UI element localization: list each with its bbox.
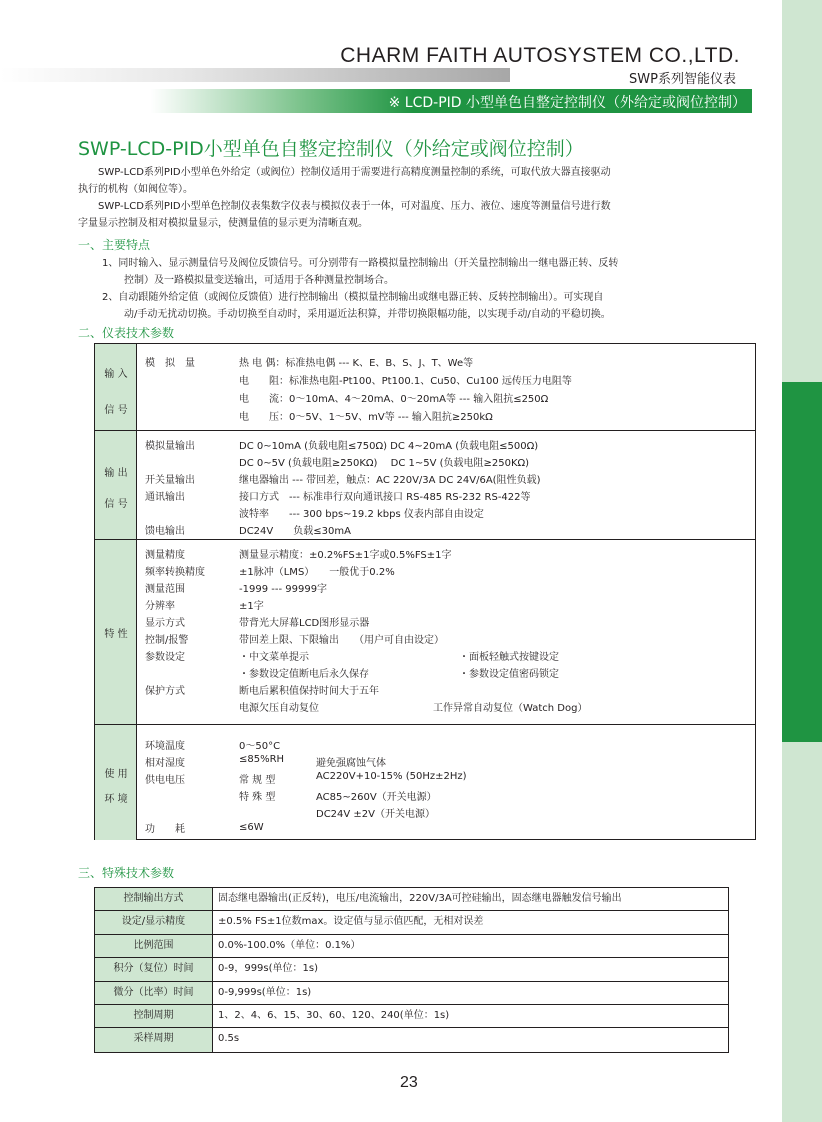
param-label: 比例范围 [95,935,213,957]
spec-value: 电 压：0～5V、1～5V、mV等 --- 输入阻抗≥250kΩ [239,412,493,423]
header-grey-bar [0,68,510,82]
table-row [95,888,728,911]
param-value: 固态继电器输出(正反转)，电压/电流输出，220V/3A可控硅输出，固态继电器触发信号输出 [218,893,622,904]
series-name: SWP系列智能仪表 [629,72,736,87]
spec-row-input [95,344,755,431]
param-value: 0-9，999s(单位：1s) [218,963,319,975]
spec-value: DC24V ±2V（开关电源） [316,809,436,820]
table-row [95,911,728,934]
spec-row-label: 输 入 信 号 [95,344,137,430]
intro-line: SWP-LCD系列PID小型单色控制仪表集数字仪表与模拟仪表于一体，可对温度、压力、液位、速度等测量信号进行数 [98,201,611,212]
spec-value: 测量显示精度：±0.2%FS±1字或0.5%FS±1字 [239,550,452,561]
spec-value: AC220V+10-15% (50Hz±2Hz) [316,771,467,782]
spec-item-name: 模拟量输出 [145,441,195,452]
param-value: 0.5s [218,1033,240,1045]
spec-value: 断电后累积值保持时间大于五年 [239,686,379,697]
spec-item-name: 开关量输出 [145,475,195,486]
spec-row-characteristics [95,540,755,725]
feature-item: 动/手动无扰动切换。手动切换至自动时，采用逼近法积算，并带切换限幅功能，以实现手动/自动的平稳切换。 [124,309,611,320]
spec-item-name: 模 拟 量 [145,358,195,369]
spec-item-name: 测量精度 [145,550,185,561]
spec-item-name: 馈电输出 [145,526,185,537]
param-value: 1、2、4、6、15、30、60、120、240(单位：1s) [218,1009,450,1021]
spec-row-label: 输 出 信 号 [95,431,137,539]
spec-table [94,343,756,840]
spec-item-name: 频率转换精度 [145,567,205,578]
spec-value: -1999 --- 99999字 [239,584,328,595]
intro-paragraph [78,164,758,232]
spec-value: 带回差上限、下限输出 （用户可自由设定） [239,635,444,646]
spec-value: ・参数设定值断电后永久保存 [239,669,369,680]
feature-item: 控制）及一路模拟量变送输出，可适用于各种测量控制场合。 [124,275,394,286]
table-row [95,958,728,981]
spec-value: 电 阻：标准热电阻-Pt100、Pt100.1、Cu50、Cu100 远传压力电阻等 [239,376,572,387]
spec-value: ・面板轻触式按键设定 [459,652,559,663]
param-value: ±0.5% FS±1位数max。设定值与显示值匹配，无相对误差 [218,916,484,928]
page-title: SWP-LCD-PID小型单色自整定控制仪（外给定或阀位控制） [78,138,584,160]
spec-item-name: 环境温度 [145,741,185,752]
param-label: 控制周期 [95,1005,213,1027]
spec-item-name: 通讯输出 [145,492,185,503]
intro-line: 字量显示控制及相对模拟量显示，使测量值的显示更为清晰直观。 [78,218,368,229]
spec-item-name: 功 耗 [145,824,185,835]
spec-value: DC 0~10mA (负载电阻≤750Ω) DC 4~20mA (负载电阻≤500Ω) [239,441,539,452]
spec-value: 特 殊 型 [239,792,276,803]
param-label: 控制输出方式 [95,888,213,910]
spec-value: 继电器输出 --- 带回差，触点：AC 220V/3A DC 24V/6A(阻性负载) [239,475,541,486]
param-label: 采样周期 [95,1028,213,1051]
spec-item-name: 控制/报警 [145,635,189,646]
spec-item-name: 保护方式 [145,686,185,697]
table-row [95,1028,728,1051]
table-row [95,1005,728,1028]
spec-value: ±1字 [239,601,264,612]
param-label: 微分（比率）时间 [95,982,213,1004]
spec-value: AC85~260V（开关电源） [316,792,437,803]
page-number: 23 [400,1074,418,1091]
features-list [102,255,762,323]
spec-row-environment [95,725,755,840]
spec-value: 带背光大屏幕LCD图形显示器 [239,618,370,629]
spec-row-label: 特 性 [95,540,137,724]
spec-value: 电源欠压自动复位 [239,703,319,714]
spec-value: 电 流：0～10mA、4～20mA、0～20mA等 --- 输入阻抗≤250Ω [239,394,549,405]
spec-item-name: 参数设定 [145,652,185,663]
intro-line: 执行的机构（如阀位等）。 [78,184,193,195]
spec-value: ・参数设定值密码锁定 [459,669,559,680]
spec-value: ・中文菜单提示 [239,652,309,663]
table-row [95,982,728,1005]
spec-value: DC 0~5V (负载电阻≥250KΩ) DC 1~5V (负载电阻≥250KΩ) [239,458,530,469]
side-bar-accent [782,382,822,742]
param-label: 设定/显示精度 [95,911,213,933]
spec-value: ±1脉冲（LMS） 一般优于0.2% [239,567,395,578]
spec-item-name: 分辨率 [145,601,175,612]
param-label: 积分（复位）时间 [95,958,213,980]
spec-value: 常 规 型 [239,775,276,786]
spec-row-output [95,431,755,540]
spec-value: 工作异常自动复位（Watch Dog） [433,703,588,714]
spec-value: ≤6W [239,822,264,833]
spec-value: 接口方式 --- 标准串行双向通讯接口 RS-485 RS-232 RS-422等 [239,492,531,503]
spec-value: 热 电 偶：标准热电偶 --- K、E、B、S、J、T、We等 [239,358,474,369]
section-heading-features: 一、主要特点 [78,238,151,252]
special-params-table [94,887,729,1053]
param-value: 0.0%-100.0%（单位：0.1%） [218,939,361,951]
spec-item-name: 供电电压 [145,775,185,786]
section-heading-specs: 二、仪表技术参数 [78,326,175,340]
spec-item-name: 测量范围 [145,584,185,595]
company-name: CHARM FAITH AUTOSYSTEM CO.,LTD. [340,44,740,67]
feature-item: 1、同时输入、显示测量信号及阀位反馈信号。可分别带有一路模拟量控制输出（开关量控制输出一继电器正转、反转 [102,258,619,269]
spec-row-label: 使 用 环 境 [95,725,137,840]
spec-value: 避免强腐蚀气体 [316,758,386,769]
param-value: 0-9,999s(单位：1s) [218,986,312,998]
table-row [95,935,728,958]
spec-value: 波特率 --- 300 bps~19.2 kbps 仪表内部自由设定 [239,509,484,520]
spec-value: ≤85%RH [239,754,285,765]
spec-item-name: 相对湿度 [145,758,185,769]
intro-line: SWP-LCD系列PID小型单色外给定（或阀位）控制仪适用于需要进行高精度测量控制的系统，可取代放大器直接驱动 [98,167,611,178]
banner-text: ※ LCD-PID 小型单色自整定控制仪（外给定或阀位控制） [388,95,746,111]
feature-item: 2、自动跟随外给定值（或阀位反馈值）进行控制输出（模拟量控制输出或继电器正转、反转控制输出）。可实现自 [102,292,604,303]
spec-value: 0～50°C [239,741,281,752]
spec-value: DC24V 负载≤30mA [239,526,351,537]
spec-item-name: 显示方式 [145,618,185,629]
section-heading-special: 三、特殊技术参数 [78,866,175,880]
section-banner [0,89,752,113]
